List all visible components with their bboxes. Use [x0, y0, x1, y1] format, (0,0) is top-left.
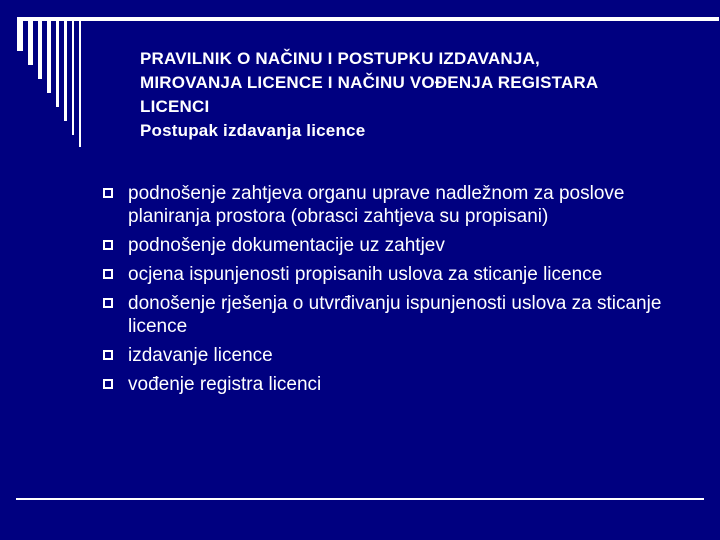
decorative-bar — [72, 17, 74, 135]
list-item — [103, 234, 703, 257]
top-rule — [17, 17, 719, 21]
list-item — [103, 182, 703, 228]
list-item-text: donošenje rješenja o utvrđivanju ispunjenosti uslova za sticanje licence — [128, 293, 662, 337]
hollow-square-icon — [103, 269, 113, 279]
decorative-bar — [79, 17, 81, 147]
list-item-text: vođenje registra licenci — [128, 374, 322, 395]
list-item-text: podnošenje zahtjeva organu uprave nadležnom za poslove planiranja prostora (obrasci zahtjeva su propisani) — [128, 183, 625, 227]
list-item-text: izdavanje licence — [128, 345, 273, 366]
hollow-square-icon — [103, 188, 113, 198]
bottom-rule — [16, 498, 704, 500]
decorative-bar — [56, 17, 59, 107]
list-item — [103, 263, 703, 286]
list-item — [103, 373, 703, 396]
title-line: MIROVANJA LICENCE I NAČINU VOĐENJA REGISTARA — [140, 73, 599, 92]
decorative-bars — [17, 17, 81, 147]
hollow-square-icon — [103, 350, 113, 360]
decorative-bar — [17, 17, 23, 51]
decorative-bar — [47, 17, 51, 93]
list-item-text: ocjena ispunjenosti propisanih uslova za sticanje licence — [128, 264, 603, 285]
list-item — [103, 292, 703, 338]
decorative-bar — [38, 17, 42, 79]
hollow-square-icon — [103, 379, 113, 389]
title-line: PRAVILNIK O NAČINU I POSTUPKU IZDAVANJA, — [140, 49, 540, 68]
hollow-square-icon — [103, 240, 113, 250]
list-item-text: podnošenje dokumentacije uz zahtjev — [128, 235, 445, 256]
subtitle: Postupak izdavanja licence — [140, 121, 366, 140]
list-item — [103, 344, 703, 367]
bullet-list — [103, 182, 703, 402]
decorative-bar — [64, 17, 67, 121]
hollow-square-icon — [103, 298, 113, 308]
title-line: LICENCI — [140, 97, 210, 116]
slide-title — [140, 47, 700, 143]
decorative-bar — [28, 17, 33, 65]
